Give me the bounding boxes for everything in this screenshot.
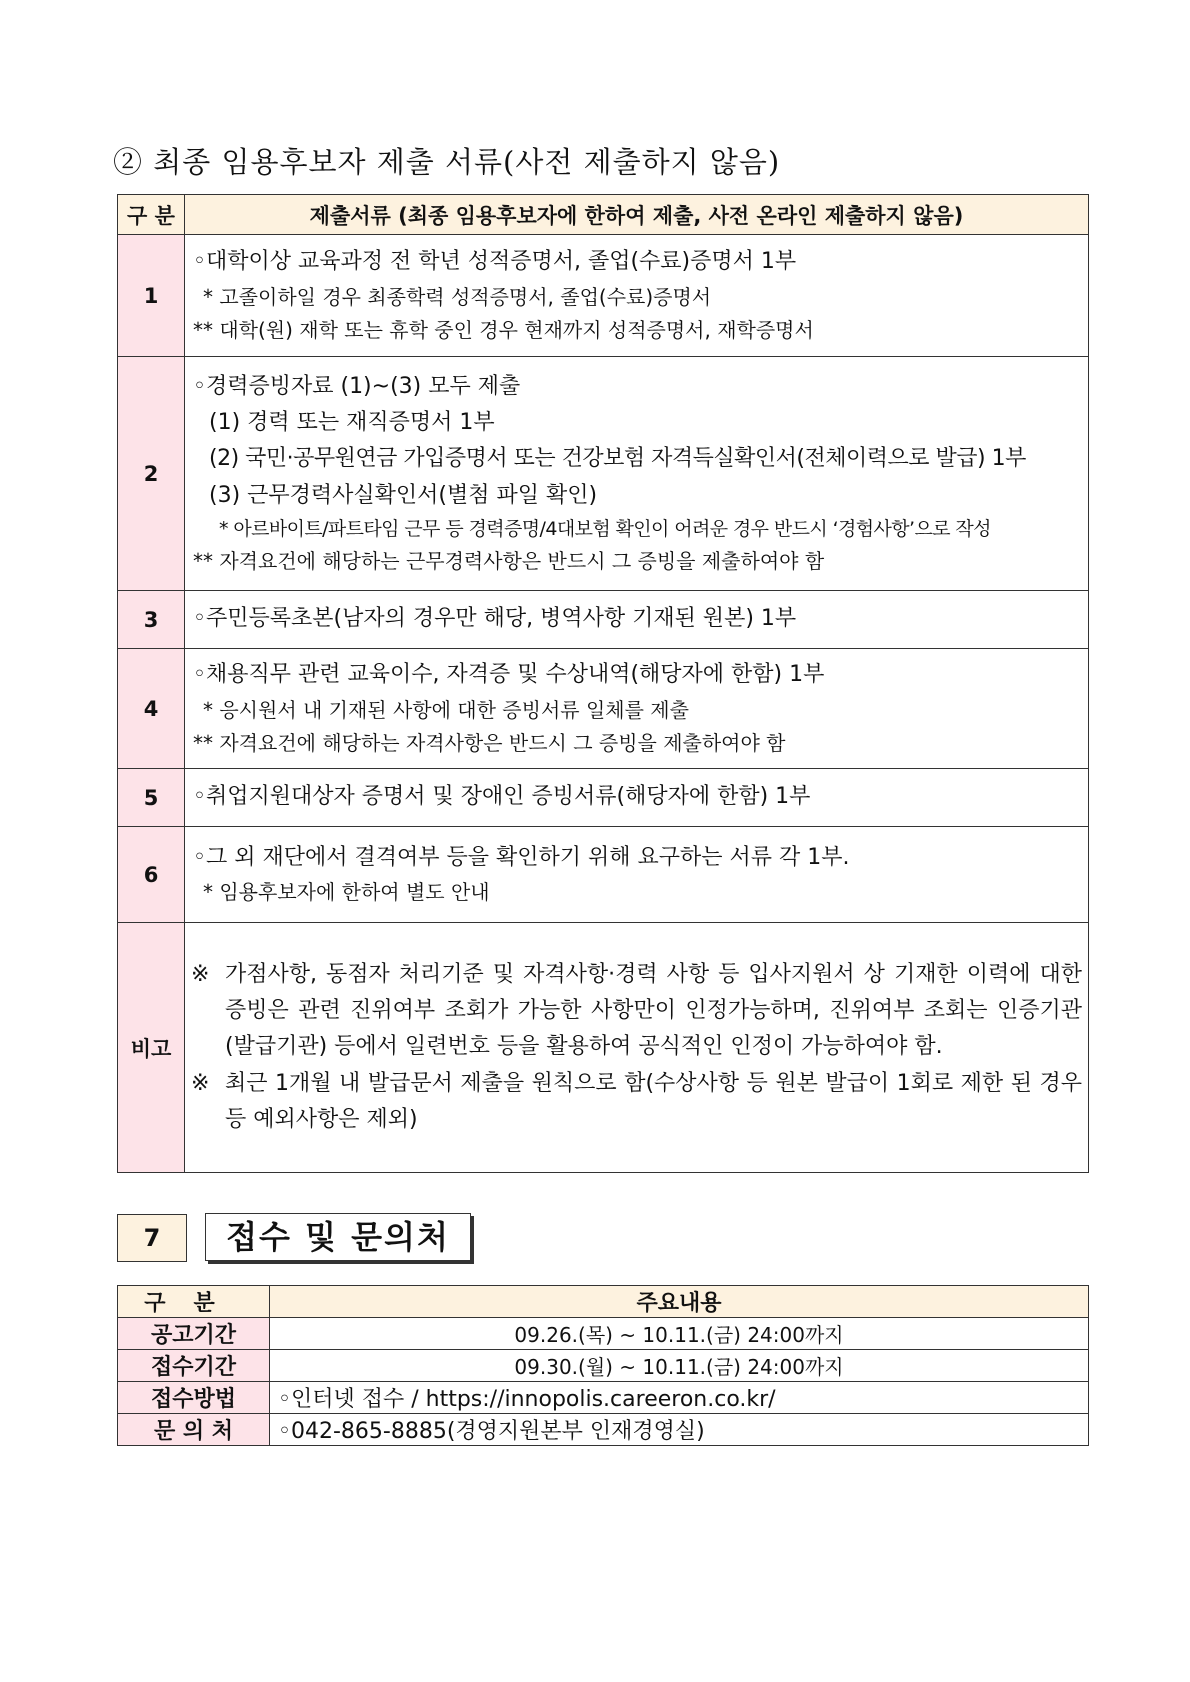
row-content: [185, 769, 1089, 827]
announcement-period: 09.26.(목) ~ 10.11.(금) 24:00까지: [270, 1318, 1089, 1350]
doc-line: ◦대학이상 교육과정 전 학년 성적증명서, 졸업(수료)증명서 1부: [193, 249, 797, 275]
doc-line: (3) 근무경력사실확인서(별첨 파일 확인): [209, 482, 598, 508]
application-period: 09.30.(월) ~ 10.11.(금) 24:00까지: [270, 1350, 1089, 1382]
application-method: ◦인터넷 접수 / https://innopolis.careeron.co.kr/: [270, 1382, 1089, 1414]
section-title: ② 최종 임용후보자 제출 서류(사전 제출하지 않음): [113, 145, 781, 179]
reference-mark: ※: [191, 1070, 210, 1096]
remark-text: 가점사항, 동점자 처리기준 및 자격사항·경력 사항 등 입사지원서 상 기재한 이력에 대한 증빙은 관련 진위여부 조회가 가능한 사항만이 인정가능하며, 진위여부 조회는 인증기관(발급기관) 등에서 일련번호 등을 활용하여 공식적인 인정이 가능하여야 함.: [225, 961, 1082, 1060]
row-number: 1: [118, 235, 185, 357]
table-row: [118, 1350, 1089, 1382]
table-row: [118, 591, 1089, 649]
remark-item: [191, 957, 1082, 1066]
row-content: [185, 235, 1089, 357]
table-header-row: [118, 195, 1089, 235]
contact-table: [117, 1285, 1089, 1446]
remarks-content: [185, 923, 1089, 1173]
header-content: 주요내용: [270, 1286, 1089, 1318]
row-label: 공고기간: [118, 1318, 270, 1350]
row-content: [185, 649, 1089, 769]
doc-line: ◦주민등록초본(남자의 경우만 해당, 병역사항 기재된 원본) 1부: [193, 606, 797, 632]
row-label: 문 의 처: [118, 1414, 270, 1446]
doc-note: ** 자격요건에 해당하는 근무경력사항은 반드시 그 증빙을 제출하여야 함: [193, 549, 825, 574]
table-row: [118, 649, 1089, 769]
section-heading: 접수 및 문의처: [205, 1213, 471, 1261]
doc-note: * 아르바이트/파트타임 근무 등 경력증명/4대보험 확인이 어려운 경우 반드시 ‘경험사항’으로 작성: [219, 517, 991, 540]
row-number: 5: [118, 769, 185, 827]
header-category: 구 분: [118, 195, 185, 235]
table-row: [118, 1414, 1089, 1446]
table-header-row: [118, 1286, 1089, 1318]
row-content: [185, 591, 1089, 649]
table-row: [118, 1318, 1089, 1350]
doc-note: ** 자격요건에 해당하는 자격사항은 반드시 그 증빙을 제출하여야 함: [193, 730, 786, 755]
row-content: [185, 357, 1089, 591]
remarks-row: [118, 923, 1089, 1173]
doc-note: * 고졸이하일 경우 최종학력 성적증명서, 졸업(수료)증명서: [203, 284, 712, 309]
doc-note: * 응시원서 내 기재된 사항에 대한 증빙서류 일체를 제출: [203, 697, 689, 722]
section-number-badge: 7: [117, 1214, 187, 1262]
table-row: [118, 1382, 1089, 1414]
doc-line: ◦그 외 재단에서 결격여부 등을 확인하기 위해 요구하는 서류 각 1부.: [193, 844, 850, 870]
table-row: [118, 827, 1089, 923]
documents-table: [117, 194, 1089, 1173]
row-content: [185, 827, 1089, 923]
doc-note: ** 대학(원) 재학 또는 휴학 중인 경우 현재까지 성적증명서, 재학증명서: [193, 317, 814, 342]
remark-text: 최근 1개월 내 발급문서 제출을 원칙으로 함(수상사항 등 원본 발급이 1회로 제한 된 경우 등 예외사항은 제외): [225, 1070, 1082, 1132]
row-number: 4: [118, 649, 185, 769]
header-category: 구분: [118, 1286, 270, 1318]
contact-info: ◦042-865-8885(경영지원본부 인재경영실): [270, 1414, 1089, 1446]
remark-item: [191, 1066, 1082, 1139]
doc-line: (2) 국민·공무원연금 가입증명서 또는 건강보험 자격득실확인서(전체이력으로 발급) 1부: [209, 446, 1026, 472]
reference-mark: ※: [191, 961, 210, 987]
row-number: 6: [118, 827, 185, 923]
table-row: [118, 357, 1089, 591]
row-label: 접수방법: [118, 1382, 270, 1414]
row-number: 3: [118, 591, 185, 649]
row-number: 2: [118, 357, 185, 591]
table-row: [118, 235, 1089, 357]
doc-line: ◦경력증빙자료 (1)~(3) 모두 제출: [193, 373, 521, 399]
doc-note: * 임용후보자에 한하여 별도 안내: [203, 880, 490, 905]
doc-line: ◦취업지원대상자 증명서 및 장애인 증빙서류(해당자에 한함) 1부: [193, 784, 811, 810]
doc-line: (1) 경력 또는 재직증명서 1부: [209, 410, 495, 436]
row-label: 접수기간: [118, 1350, 270, 1382]
remarks-label: 비고: [118, 923, 185, 1173]
table-row: [118, 769, 1089, 827]
doc-line: ◦채용직무 관련 교육이수, 자격증 및 수상내역(해당자에 한함) 1부: [193, 662, 825, 688]
header-documents: 제출서류 (최종 임용후보자에 한하여 제출, 사전 온라인 제출하지 않음): [185, 195, 1089, 235]
